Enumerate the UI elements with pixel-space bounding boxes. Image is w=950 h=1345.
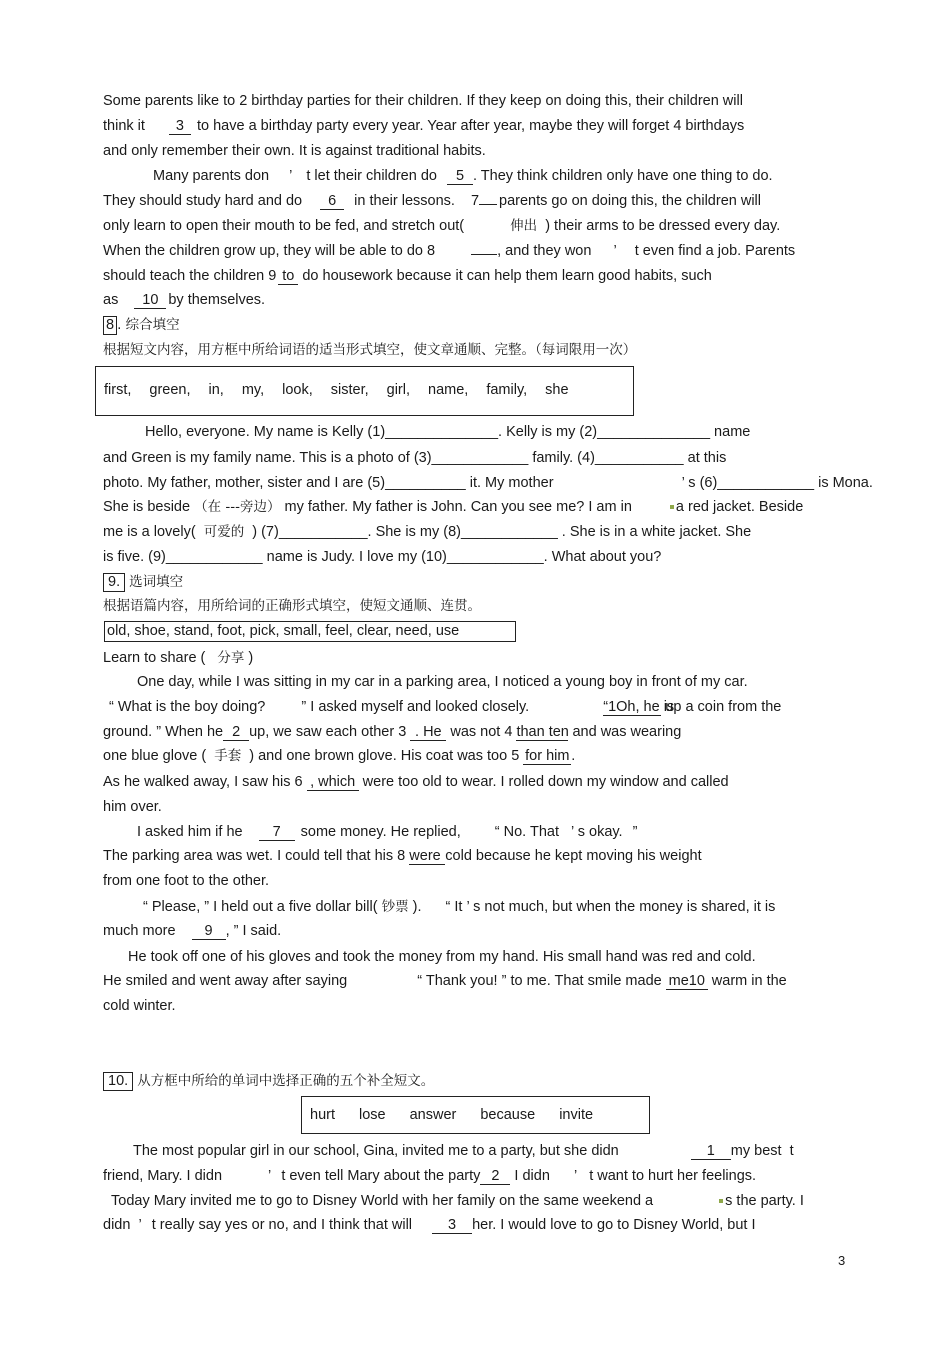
text: do housework because it can help them learn good habits, such	[302, 268, 712, 284]
passage-line	[103, 1215, 756, 1235]
text: think it	[103, 118, 145, 134]
passage-line	[103, 116, 744, 136]
section-10-heading	[103, 1071, 434, 1091]
story-line	[103, 921, 281, 941]
page-number: 3	[838, 1253, 846, 1268]
text: one blue glove (	[103, 748, 207, 764]
story-line: One day, while I was sitting in my car in a parking area, I noticed a young boy in front of my car.	[137, 674, 748, 690]
text: “ Please, ” I held out a five	[143, 899, 312, 915]
blank-3[interactable]: 3	[432, 1218, 472, 1234]
blank-8[interactable]	[471, 254, 497, 255]
text: friend, Mary. I didn	[103, 1168, 223, 1184]
apostrophe: ’	[289, 168, 293, 184]
story-line	[109, 697, 781, 717]
text: Today Mary invited me to go to Disney World with her family on the same weekend a	[111, 1193, 654, 1209]
text: ” I asked myself and looked closely.	[301, 699, 530, 715]
apostrophe: ’	[573, 1168, 578, 1184]
blank-9[interactable]: to	[278, 269, 298, 285]
word-option: family,	[486, 382, 528, 398]
text: photo. My father, mother, sister and I are (5)__________ it. My mother	[103, 475, 554, 491]
text: cold because he kept moving his weight	[445, 848, 702, 864]
text: ).	[412, 899, 422, 915]
text: her. I would love to go to Disney World, but I	[472, 1217, 756, 1233]
text: He smiled and went away after saying	[103, 973, 348, 989]
cloze-line: is five. (9)____________ name is Judy. I love my (10)____________. What about you?	[103, 549, 662, 565]
text: s (6)____________ is Mona.	[688, 475, 873, 491]
passage-line	[103, 216, 780, 236]
text: When the children grow up, they will be able to do 8	[103, 243, 436, 259]
word-option: first,	[104, 382, 132, 398]
text: ) (7)___________. She is my (8)____________ . She is in a white jacket. She	[252, 524, 752, 540]
story-line: He took off one of his gloves and took the money from my hand. His small hand was red and cold.	[128, 949, 756, 965]
number-7: 7	[470, 193, 480, 209]
section-title: 从方框中所给的单词中选择正确的五个补全短文。	[137, 1073, 435, 1089]
cloze-line	[103, 473, 873, 493]
chinese-gloss: 钞票	[381, 899, 409, 915]
text: ) their arms to be dressed every day.	[545, 218, 781, 234]
word-option: invite	[559, 1107, 594, 1123]
text: t want to hurt her feelings.	[589, 1168, 757, 1184]
story-line	[103, 722, 681, 742]
passage-line: and only remember their own. It is against traditional habits.	[103, 143, 486, 159]
blank-2[interactable]: 2	[480, 1169, 510, 1185]
section-number: 10.	[103, 1072, 133, 1091]
section-number: 9.	[103, 573, 125, 592]
blank-mark	[670, 505, 674, 509]
section-9-instruction: 根据语篇内容，用所给词的正确形式填空，使短文通顺、连贯。	[103, 598, 481, 614]
word-option: green,	[149, 382, 191, 398]
passage-line	[103, 1166, 756, 1186]
word-box	[301, 1096, 650, 1134]
word-option: because	[480, 1107, 536, 1123]
story-line	[103, 971, 787, 991]
story-line	[103, 746, 575, 766]
blank-7[interactable]	[479, 204, 497, 205]
text: ) and one brown glove. His coat was too 5	[249, 748, 524, 764]
text: me is a lovely(	[103, 524, 196, 540]
chinese-gloss: 可爱的	[203, 524, 245, 540]
story-line: from one foot to the other.	[103, 873, 270, 889]
text: some money. He replied,	[300, 824, 461, 840]
text: . They think children only have one thing to do.	[472, 168, 773, 184]
text: Many parents don	[153, 168, 270, 184]
section-9-heading	[103, 572, 183, 592]
apostrophe: ’	[138, 1217, 142, 1233]
story-line	[143, 897, 775, 917]
story-title	[103, 648, 253, 668]
text: warm in the	[711, 973, 787, 989]
word-option: lose	[359, 1107, 386, 1123]
text: I didn	[514, 1168, 550, 1184]
text: parents go on doing this, the children will	[499, 193, 761, 209]
blank-3[interactable]: 3	[169, 119, 191, 135]
text: dollar bill(	[315, 899, 378, 915]
text: ’ s okay.	[571, 824, 623, 840]
text: as	[103, 292, 119, 308]
text: She is beside	[103, 499, 191, 515]
blank-10[interactable]: me10	[666, 974, 708, 990]
text: )	[248, 650, 254, 666]
word-option: answer	[409, 1107, 457, 1123]
passage-line	[103, 266, 712, 286]
section-title: . 综合填空	[117, 317, 180, 333]
text: should teach the children 9	[103, 268, 277, 284]
text: t really say yes or no, and I think that will	[151, 1217, 413, 1233]
story-line	[137, 822, 637, 842]
text: “ It ’ s not much, but when the money is shared, it is	[445, 899, 776, 915]
text: The parking area was wet. I could tell that his 8	[103, 848, 406, 864]
section-number: 8	[103, 316, 117, 335]
blank-6[interactable]: , which	[307, 775, 359, 791]
text: t let their children do	[306, 168, 437, 184]
text: t even tell Mary about the party	[281, 1168, 481, 1184]
word-option: sister,	[330, 382, 369, 398]
text: Learn to share (	[103, 650, 206, 666]
chinese-gloss: 伸出	[510, 218, 538, 234]
cloze-line: Hello, everyone. My name is Kelly (1)______________. Kelly is my (2)______________ name	[145, 424, 751, 440]
passage-line	[153, 166, 773, 186]
cloze-line	[103, 497, 803, 517]
passage-line	[133, 1141, 794, 1161]
text: and was wearing	[572, 724, 682, 740]
passage-line	[111, 1191, 804, 1211]
passage-line	[103, 290, 265, 310]
text: I asked him if he	[137, 824, 243, 840]
section-8-instruction: 根据短文内容，用方框中所给词语的适当形式填空，使文章通顺、完整。（每词限用一次）	[103, 342, 637, 358]
blank-6[interactable]: 6	[320, 194, 344, 210]
blank-5[interactable]: for him	[525, 748, 570, 764]
text: .	[571, 748, 576, 764]
text: They should study hard and do	[103, 193, 303, 209]
section-8-heading	[103, 315, 180, 335]
text: up a coin from the	[665, 699, 782, 715]
blank-2[interactable]: 2	[223, 725, 249, 741]
cloze-line	[103, 522, 751, 542]
passage-line: Some parents like to 2 birthday parties for their children. If they keep on doing this, their children will	[103, 93, 743, 109]
word-option: hurt	[310, 1107, 335, 1123]
text: , ” I said.	[225, 923, 282, 939]
chinese-gloss: （在 ---旁边）	[194, 499, 281, 515]
text: up, we saw each other 3	[249, 724, 407, 740]
text: my father. My father is John. Can you see me? I am in	[284, 499, 632, 515]
text: to have a birthday party every year. Year after year, maybe they will forget 4 birthdays	[196, 118, 745, 134]
text: was not 4	[450, 724, 517, 740]
text: t	[789, 1143, 794, 1159]
text: “ No. That	[494, 824, 559, 840]
word-box	[95, 366, 634, 416]
blank-4[interactable]: than ten	[516, 724, 569, 740]
text: “ Thank you! ” to me. That smile made	[417, 973, 662, 989]
blank-1[interactable]: 1	[691, 1144, 731, 1160]
word-box: old, shoe, stand, foot, pick, small, feel, clear, need, use	[104, 621, 516, 642]
blank-mark	[719, 1199, 723, 1203]
chinese-gloss: 分享	[217, 650, 245, 666]
blank-9[interactable]: 9	[192, 924, 226, 940]
text: in their lessons.	[354, 193, 455, 209]
cloze-line: and Green is my family name. This is a photo of (3)____________ family. (4)___________ at this	[103, 450, 727, 466]
blank-1[interactable]: “1Oh, he is	[603, 699, 675, 715]
story-line	[103, 846, 702, 866]
passage-line	[103, 191, 761, 211]
text: by themselves.	[168, 292, 266, 308]
apostrophe: ’	[613, 243, 617, 259]
story-line	[103, 772, 729, 792]
word-option: girl,	[386, 382, 411, 398]
text: As he walked away, I saw his 6	[103, 774, 303, 790]
text: didn	[103, 1217, 131, 1233]
passage-line	[103, 241, 795, 261]
text: a red jacket. Beside	[675, 499, 804, 515]
apostrophe: ’	[268, 1168, 272, 1184]
text: s the party. I	[725, 1193, 804, 1209]
blank-3[interactable]: . He	[410, 725, 446, 741]
word-option: name,	[428, 382, 469, 398]
word-option: she	[545, 382, 569, 398]
blank-7[interactable]: 7	[259, 825, 295, 841]
word-list	[104, 382, 587, 398]
text: much more	[103, 923, 176, 939]
text: were too old to wear. I rolled down my window and called	[362, 774, 729, 790]
text: only learn to open their mouth to be fed, and stretch out(	[103, 218, 465, 234]
text: ground. ” When he	[103, 724, 224, 740]
chinese-gloss: 手套	[214, 748, 242, 764]
word-option: in,	[208, 382, 224, 398]
blank-8[interactable]: were	[409, 849, 445, 865]
blank-5[interactable]: 5	[447, 169, 473, 185]
story-line: him over.	[103, 799, 162, 815]
text: “ What is the boy doing?	[109, 699, 266, 715]
text: ”	[632, 824, 638, 840]
apostrophe: ’	[681, 475, 685, 491]
blank-10[interactable]: 10	[134, 293, 166, 309]
story-line: cold winter.	[103, 998, 176, 1014]
word-option: my,	[241, 382, 265, 398]
word-list	[310, 1107, 617, 1123]
word-option: look,	[282, 382, 313, 398]
text: , and they won	[497, 243, 592, 259]
section-title: 选词填空	[129, 574, 184, 590]
text: The most popular girl in our school, Gina, invited me to a party, but she didn	[133, 1143, 619, 1159]
text: t even find a job. Parents	[634, 243, 796, 259]
text: my best	[730, 1143, 782, 1159]
